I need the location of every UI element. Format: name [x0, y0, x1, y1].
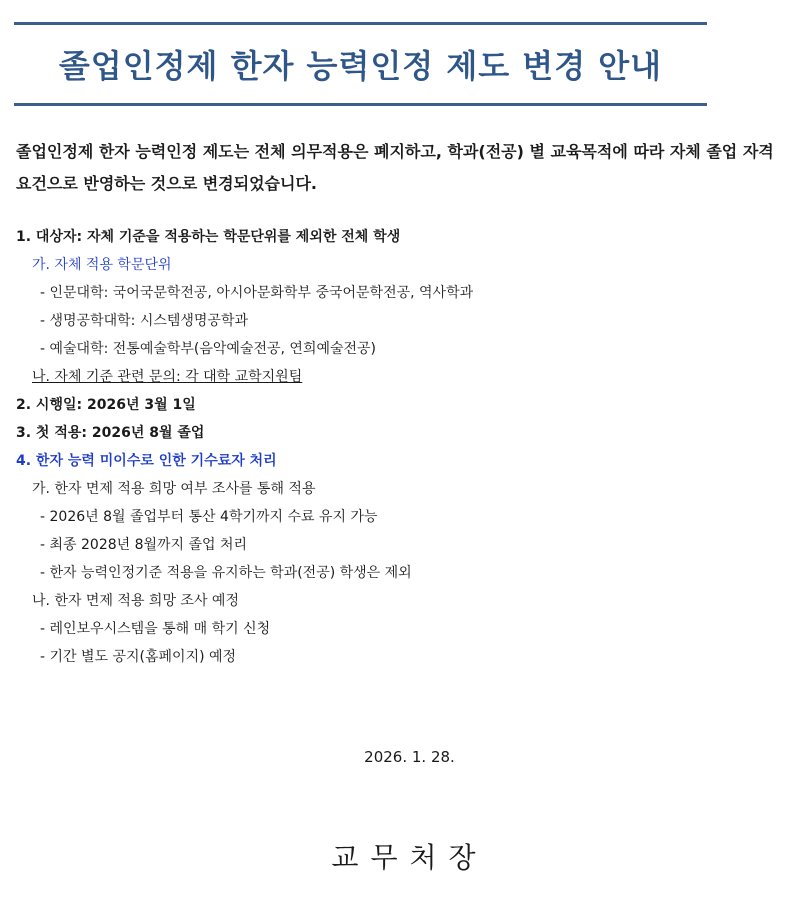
detail-biotech: - 생명공학대학: 시스템생명공학과 [40, 313, 249, 329]
detail-exclusion: - 한자 능력인정기준 적용을 유지하는 학과(전공) 학생은 제외 [40, 565, 412, 581]
subitem-exemption-survey: 가. 한자 면제 적용 희망 여부 조사를 통해 적용 [32, 481, 316, 497]
item-first-application: 3. 첫 적용: 2026년 8월 졸업 [16, 425, 205, 441]
item-completion-handling: 4. 한자 능력 미이수로 인한 기수료자 처리 [16, 453, 277, 469]
item-effective-date: 2. 시행일: 2026년 3월 1일 [16, 397, 196, 413]
detail-notice-period: - 기간 별도 공지(홈페이지) 예정 [40, 649, 237, 665]
subitem-survey-planned: 나. 한자 면제 적용 희망 조사 예정 [32, 593, 239, 609]
intro-paragraph: 졸업인정제 한자 능력인정 제도는 전체 의무적용은 폐지하고, 학과(전공) 별 교육목적에 따라 자체 졸업 자격요건으로 반영하는 것으로 변경되었습니다. [16, 142, 774, 193]
detail-final-graduation: - 최종 2028년 8월까지 졸업 처리 [40, 537, 248, 553]
subitem-inquiry: 나. 자체 기준 관련 문의: 각 대학 교학지원팀 [32, 369, 303, 385]
title-bottom-rule [14, 103, 707, 106]
page-title: 졸업인정제 한자 능력인정 제도 변경 안내 [58, 47, 663, 85]
detail-arts: - 예술대학: 전통예술학부(음악예술전공, 연희예술전공) [40, 341, 377, 357]
notice-date: 2026. 1. 28. [364, 748, 455, 766]
signer-name: 교무처장 [331, 841, 488, 874]
subitem-self-applied-units: 가. 자체 적용 학문단위 [32, 257, 172, 273]
detail-rainbow-system: - 레인보우시스템을 통해 매 학기 신청 [40, 621, 271, 637]
detail-humanities: - 인문대학: 국어국문학전공, 아시아문화학부 중국어문학전공, 역사학과 [40, 285, 474, 301]
detail-retain-status: - 2026년 8월 졸업부터 통산 4학기까지 수료 유지 가능 [40, 509, 378, 525]
title-top-rule [14, 22, 707, 25]
item-target: 1. 대상자: 자체 기준을 적용하는 학문단위를 제외한 전체 학생 [16, 229, 401, 245]
